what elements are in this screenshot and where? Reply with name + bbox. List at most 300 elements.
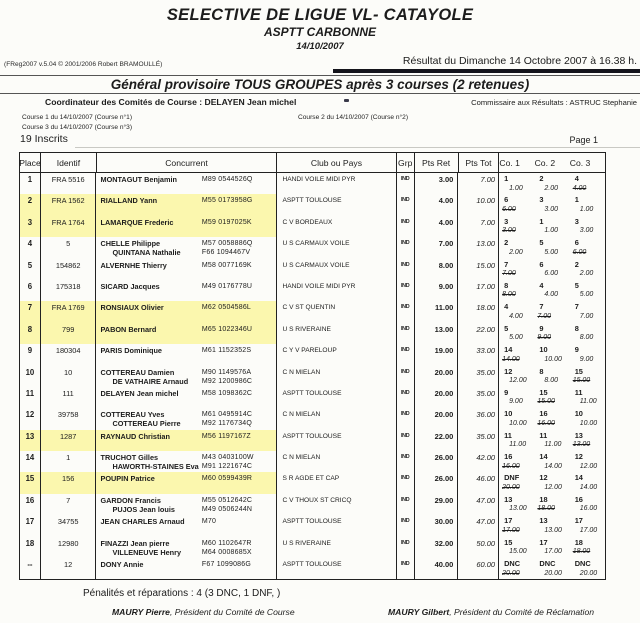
crew-names [96, 196, 201, 215]
crew-name: ALVERNHE Thierry [100, 260, 167, 270]
cell-identif: 12980 [41, 537, 97, 558]
header-place: Place [20, 153, 41, 172]
ranking-heading: Général provisoire TOUS GROUPES après 3 courses (2 retenues) [110, 77, 530, 92]
course-points: 15.00 [572, 377, 591, 385]
crew-license: M43 0403100W [201, 454, 254, 462]
cell-place: 17 [20, 515, 41, 536]
course-rank: 7 [574, 302, 579, 312]
header-club: Club ou Pays [277, 153, 397, 172]
course-result [570, 323, 605, 344]
course-result [499, 323, 534, 344]
course-result [499, 558, 534, 579]
course-rank: 13 [504, 494, 513, 504]
table-row [20, 408, 605, 429]
cell-pts-ret: 20.00 [415, 408, 459, 429]
cell-concurrent [96, 558, 277, 579]
crew-licenses [202, 239, 277, 258]
crew-licenses [202, 175, 277, 194]
cell-pts-ret: 32.00 [415, 537, 459, 558]
header-grp: Grp [397, 153, 415, 172]
course-result [499, 537, 534, 558]
table-row [20, 344, 605, 365]
course-rank: 16 [504, 452, 513, 462]
crew-names [96, 325, 201, 344]
course-result [570, 472, 605, 493]
cell-place: 7 [20, 301, 41, 322]
cell-place: 8 [20, 323, 41, 344]
cell-grp: IND [397, 430, 415, 451]
course-points: 5.00 [509, 334, 523, 342]
course-rank: 1 [574, 195, 579, 205]
course-points: 18.00 [572, 548, 591, 556]
cell-identif: 154862 [41, 259, 97, 280]
table-row [20, 494, 605, 515]
course-points: 17.00 [579, 526, 598, 534]
table-row [20, 515, 605, 536]
cell-club: C N MIELAN [277, 366, 396, 387]
course-result [570, 494, 605, 515]
crew-name: GARDON Francis [100, 495, 161, 505]
software-version-note: (FReg2007 v.5.04 © 2001/2006 Robert BRAMOULLÉ) [4, 61, 163, 68]
cell-courses [499, 366, 605, 387]
cell-pts-tot: 15.00 [458, 259, 499, 280]
course-rank: 5 [504, 323, 509, 333]
course-result [534, 301, 569, 322]
course-points: 12.00 [544, 483, 562, 491]
course-result [570, 173, 605, 194]
cell-pts-tot: 7.00 [458, 216, 499, 237]
cell-pts-ret: 40.00 [415, 558, 459, 579]
header-pts-tot: Pts Tot [459, 153, 500, 172]
course-rank: 11 [539, 430, 548, 440]
crew-licenses [202, 261, 277, 280]
course-rank: 18 [574, 537, 583, 547]
cell-pts-ret: 4.00 [415, 216, 459, 237]
course-result [570, 515, 605, 536]
course-result [534, 216, 569, 237]
crew-licenses [202, 560, 277, 579]
crew-name: HAWORTH-STAINES Eva [112, 462, 199, 472]
cell-concurrent [96, 387, 277, 408]
cell-pts-ret: 30.00 [415, 515, 459, 536]
crew-name: COTTEREAU Pierre [112, 419, 181, 429]
course-rank: 14 [504, 345, 513, 355]
cell-grp: IND [397, 408, 415, 429]
cell-courses [499, 344, 605, 365]
cell-pts-tot: 46.00 [458, 472, 499, 493]
course-points: 16.00 [537, 419, 555, 427]
table-row [20, 537, 605, 558]
course-points: 8.00 [544, 377, 559, 385]
course-points: 10.00 [544, 355, 562, 363]
course-points: 4.00 [509, 312, 523, 320]
crew-license: M92 1176734Q [201, 420, 253, 428]
course-points: 14.00 [544, 462, 562, 470]
cell-courses [499, 173, 605, 194]
cell-concurrent [96, 173, 277, 194]
crew-name: COTTEREAU Yves [100, 410, 165, 420]
cell-pts-ret: 26.00 [415, 451, 459, 472]
course-points: 13.00 [509, 505, 527, 513]
course-points: 20.00 [579, 569, 598, 577]
cell-courses [499, 430, 605, 451]
crew-licenses [202, 517, 277, 536]
cell-pts-tot: 22.00 [458, 323, 499, 344]
cell-concurrent [96, 323, 277, 344]
crew-name: MONTAGUT Benjamin [100, 175, 177, 184]
crew-name: CHELLE Philippe [100, 239, 161, 249]
course-points: 8.00 [579, 334, 594, 342]
course-result [534, 280, 569, 301]
cell-concurrent [96, 494, 277, 515]
course1-note: Course 1 du 14/10/2007 (Course n°1) [22, 114, 133, 121]
course-rank: 9 [574, 345, 579, 355]
cell-pts-ret: 4.00 [415, 194, 459, 215]
course-result [570, 451, 605, 472]
cell-place: 10 [20, 366, 41, 387]
course-result [534, 344, 569, 365]
header-co2: Co. 2 [534, 157, 556, 168]
course-rank: 8 [574, 323, 579, 333]
signature-role: , Président du Comité de Course [169, 607, 295, 617]
crew-licenses [202, 282, 277, 301]
crew-license: M59 0197025K [201, 218, 252, 226]
crew-names [96, 346, 201, 365]
course-result [534, 194, 569, 215]
crew-license: M61 1152352S [201, 347, 252, 355]
course-result [570, 301, 605, 322]
course-result [570, 237, 605, 258]
cell-pts-ret: 20.00 [415, 387, 459, 408]
crew-licenses [202, 496, 277, 515]
cell-concurrent [96, 451, 277, 472]
header-courses [499, 153, 605, 172]
crew-licenses [202, 539, 277, 558]
course-result [499, 494, 534, 515]
course-points: 17.00 [544, 548, 562, 556]
course-result [570, 387, 605, 408]
crew-licenses [202, 196, 277, 215]
cell-grp: IND [397, 323, 415, 344]
course-rank: 11 [574, 387, 583, 397]
header-co1: Co. 1 [499, 157, 520, 168]
course-rank: 15 [539, 387, 548, 397]
course-points: 14.00 [579, 483, 598, 491]
cell-concurrent [96, 194, 277, 215]
crew-licenses [202, 389, 277, 408]
crew-license: M49 0176778U [201, 282, 253, 290]
cell-place: 16 [20, 494, 41, 515]
course-points: 2.00 [579, 270, 594, 278]
course-rank: DNC [504, 559, 521, 569]
course-rank: 9 [539, 323, 544, 333]
cell-identif: 34755 [41, 515, 97, 536]
signature-race-committee [112, 607, 295, 617]
course-rank: 1 [504, 174, 509, 183]
cell-pts-tot: 50.00 [458, 537, 499, 558]
course-result [570, 366, 605, 387]
cell-grp: IND [397, 237, 415, 258]
cell-club: U S RIVERAINE [277, 323, 396, 344]
table-row [20, 323, 605, 344]
cell-club: U S CARMAUX VOILE [277, 237, 396, 258]
course-result [499, 344, 534, 365]
race-coordinator: Coordinateur des Comités de Course : DELAYEN Jean michel [45, 97, 297, 107]
cell-identif: FRA 1764 [41, 216, 97, 237]
course-points: 11.00 [579, 398, 597, 406]
course-rank: 11 [504, 430, 512, 440]
cell-place: 5 [20, 259, 41, 280]
organizing-club: ASPTT CARBONNE [263, 25, 376, 39]
course-result [499, 259, 534, 280]
cell-courses [499, 408, 605, 429]
cell-courses [499, 558, 605, 579]
crew-name: POUPIN Patrice [100, 474, 155, 484]
table-row [20, 430, 605, 451]
course-points: 9.00 [537, 334, 552, 342]
cell-pts-tot: 35.00 [458, 387, 499, 408]
course-result [534, 451, 569, 472]
faint-separator [75, 147, 640, 148]
crew-licenses [202, 453, 277, 472]
cell-concurrent [96, 408, 277, 429]
table-row [20, 451, 605, 472]
course-points: 3.00 [544, 205, 559, 213]
course-rank: 8 [539, 366, 544, 376]
cell-club: ASPTT TOULOUSE [277, 194, 396, 215]
course-rank: 2 [504, 238, 509, 248]
course-rank: 14 [574, 473, 583, 483]
cell-grp: IND [397, 194, 415, 215]
header-co3: Co. 3 [569, 157, 591, 168]
course-result [570, 408, 605, 429]
cell-pts-ret: 11.00 [415, 301, 459, 322]
course-points: 6.00 [502, 205, 516, 213]
course-rank: 16 [574, 494, 583, 504]
cell-concurrent [96, 344, 277, 365]
crew-license: F66 1094467V [201, 249, 251, 257]
course-result [570, 537, 605, 558]
course-result [534, 430, 569, 451]
crew-licenses [202, 325, 277, 344]
header-identif: Identif [41, 153, 97, 172]
cell-pts-ret: 26.00 [415, 472, 459, 493]
table-row [20, 301, 605, 322]
course-result [534, 515, 569, 536]
table-row [20, 216, 605, 237]
course-rank: 8 [504, 280, 509, 290]
course2-note: Course 2 du 14/10/2007 (Course n°2) [298, 114, 409, 121]
cell-pts-ret: 7.00 [415, 237, 459, 258]
course-rank: 7 [504, 259, 509, 269]
entrants-count: 19 Inscrits [20, 133, 68, 145]
signature-role: , Président du Comité de Réclamation [449, 607, 595, 617]
course-points: 14.00 [502, 355, 520, 363]
course-rank: 2 [539, 174, 544, 183]
cell-place: 9 [20, 344, 41, 365]
course-rank: 3 [504, 216, 509, 226]
crew-name: RIALLAND Yann [100, 196, 158, 206]
cell-grp: IND [397, 366, 415, 387]
course-result [499, 280, 534, 301]
cell-pts-tot: 18.00 [458, 301, 499, 322]
cell-place: 2 [20, 194, 41, 215]
crew-licenses [202, 346, 277, 365]
crew-license: M65 1022346U [201, 325, 253, 333]
course-rank: 3 [539, 195, 544, 205]
crew-name: COTTEREAU Damien [100, 367, 175, 377]
crew-name: DELAYEN Jean michel [100, 388, 179, 398]
course-rank: 13 [574, 430, 583, 440]
crew-name: FINAZZI Jean pierre [100, 538, 170, 548]
crew-name: QUINTANA Nathalie [112, 248, 181, 258]
course-result [534, 259, 569, 280]
course-rank: DNC [574, 559, 591, 569]
cell-identif: 175318 [41, 280, 97, 301]
cell-concurrent [96, 237, 277, 258]
crew-name: DE VATHAIRE Arnaud [112, 376, 189, 386]
cell-club: C V THOUX ST CRICQ [277, 494, 396, 515]
cell-place: 18 [20, 537, 41, 558]
crew-names [96, 539, 201, 558]
results-commissioner: Commissaire aux Résultats : ASTRUC Stephanie [471, 98, 637, 107]
signature-name: MAURY Gilbert [388, 607, 450, 617]
cell-pts-ret: 22.00 [415, 430, 459, 451]
results-body [20, 173, 605, 579]
crew-license: M91 1221674C [201, 463, 253, 471]
course-result [534, 323, 569, 344]
cell-place: 14 [20, 451, 41, 472]
course-points: 12.00 [579, 462, 598, 470]
cell-identif: 5 [41, 237, 97, 258]
cell-grp: IND [397, 280, 415, 301]
course-result [499, 194, 534, 215]
cell-concurrent [96, 472, 277, 493]
crew-license: M58 1098362C [201, 389, 253, 397]
course-rank: 15 [504, 537, 513, 547]
cell-pts-tot: 35.00 [458, 430, 499, 451]
course-result [534, 366, 569, 387]
course-rank: 12 [504, 366, 513, 376]
crew-names [96, 496, 201, 515]
cell-courses [499, 494, 605, 515]
cell-identif: 111 [41, 387, 97, 408]
cell-courses [499, 259, 605, 280]
course-points: 20.00 [502, 569, 520, 577]
course-result [499, 216, 534, 237]
crew-names [96, 453, 201, 472]
course-points: 5.00 [579, 291, 594, 299]
cell-concurrent [96, 366, 277, 387]
course-result [499, 408, 534, 429]
cell-concurrent [96, 259, 277, 280]
course-result [570, 216, 605, 237]
crew-names [96, 410, 201, 429]
cell-pts-tot: 36.00 [458, 408, 499, 429]
course-points: 2.00 [509, 248, 523, 256]
course-points: 8.00 [502, 291, 516, 299]
cell-identif: 156 [41, 472, 97, 493]
course-points: 20.00 [502, 483, 520, 491]
course-result [499, 387, 534, 408]
course-points: 1.00 [544, 227, 559, 235]
course-rank: DNF [504, 473, 520, 483]
cell-place: 15 [20, 472, 41, 493]
course-rank: 1 [539, 216, 544, 226]
course-rank: 5 [574, 280, 579, 290]
course-points: 13.00 [572, 441, 591, 449]
cell-concurrent [96, 280, 277, 301]
cell-pts-tot: 60.00 [458, 558, 499, 579]
course-rank: 4 [539, 280, 544, 290]
course-rank: 10 [539, 345, 548, 355]
divider-line-top [0, 75, 640, 76]
cell-club: C N MIELAN [277, 408, 396, 429]
crew-names [96, 368, 201, 387]
cell-grp: IND [397, 515, 415, 536]
crew-name: VILLENEUVE Henry [112, 547, 182, 557]
table-row [20, 237, 605, 258]
cell-grp: IND [397, 216, 415, 237]
cell-club: ASPTT TOULOUSE [277, 430, 396, 451]
cell-concurrent [96, 515, 277, 536]
course-points: 2.00 [544, 184, 559, 192]
crew-names [96, 261, 201, 280]
cell-club: ASPTT TOULOUSE [277, 558, 396, 579]
cell-grp: IND [397, 451, 415, 472]
course-result [534, 173, 569, 194]
cell-identif: FRA 1562 [41, 194, 97, 215]
cell-pts-tot: 10.00 [458, 194, 499, 215]
course-rank: 5 [539, 238, 544, 248]
cell-grp: IND [397, 558, 415, 579]
course-points: 16.00 [502, 462, 520, 470]
table-row [20, 387, 605, 408]
result-timestamp: Résultat du Dimanche 14 Octobre 2007 à 16.38 h. [402, 55, 637, 67]
table-row [20, 280, 605, 301]
cell-identif: 1287 [41, 430, 97, 451]
course-result [534, 472, 569, 493]
signature-protest-committee [388, 607, 594, 617]
cell-courses [499, 323, 605, 344]
cell-pts-ret: 20.00 [415, 366, 459, 387]
table-row [20, 259, 605, 280]
course-result [499, 366, 534, 387]
course-result [570, 259, 605, 280]
cell-pts-ret: 19.00 [415, 344, 459, 365]
course-result [534, 387, 569, 408]
course-rank: 6 [504, 195, 509, 205]
course-result [570, 344, 605, 365]
cell-identif: 1 [41, 451, 97, 472]
course-rank: 12 [539, 473, 548, 483]
event-date: 14/10/2007 [296, 41, 344, 52]
crew-license: M57 0058886Q [201, 240, 253, 248]
cell-courses [499, 301, 605, 322]
scan-artifact [344, 99, 349, 102]
course-result [534, 494, 569, 515]
course-rank: DNC [539, 559, 556, 569]
crew-license: M58 0077169K [201, 261, 252, 269]
course-points: 17.00 [502, 526, 520, 534]
course-rank: 3 [574, 216, 579, 226]
crew-license: M55 0512642C [201, 496, 253, 504]
course-points: 7.00 [502, 270, 516, 278]
course-points: 10.00 [579, 419, 598, 427]
cell-concurrent [96, 537, 277, 558]
crew-license: M90 1149576A [201, 368, 252, 376]
cell-place: 4 [20, 237, 41, 258]
